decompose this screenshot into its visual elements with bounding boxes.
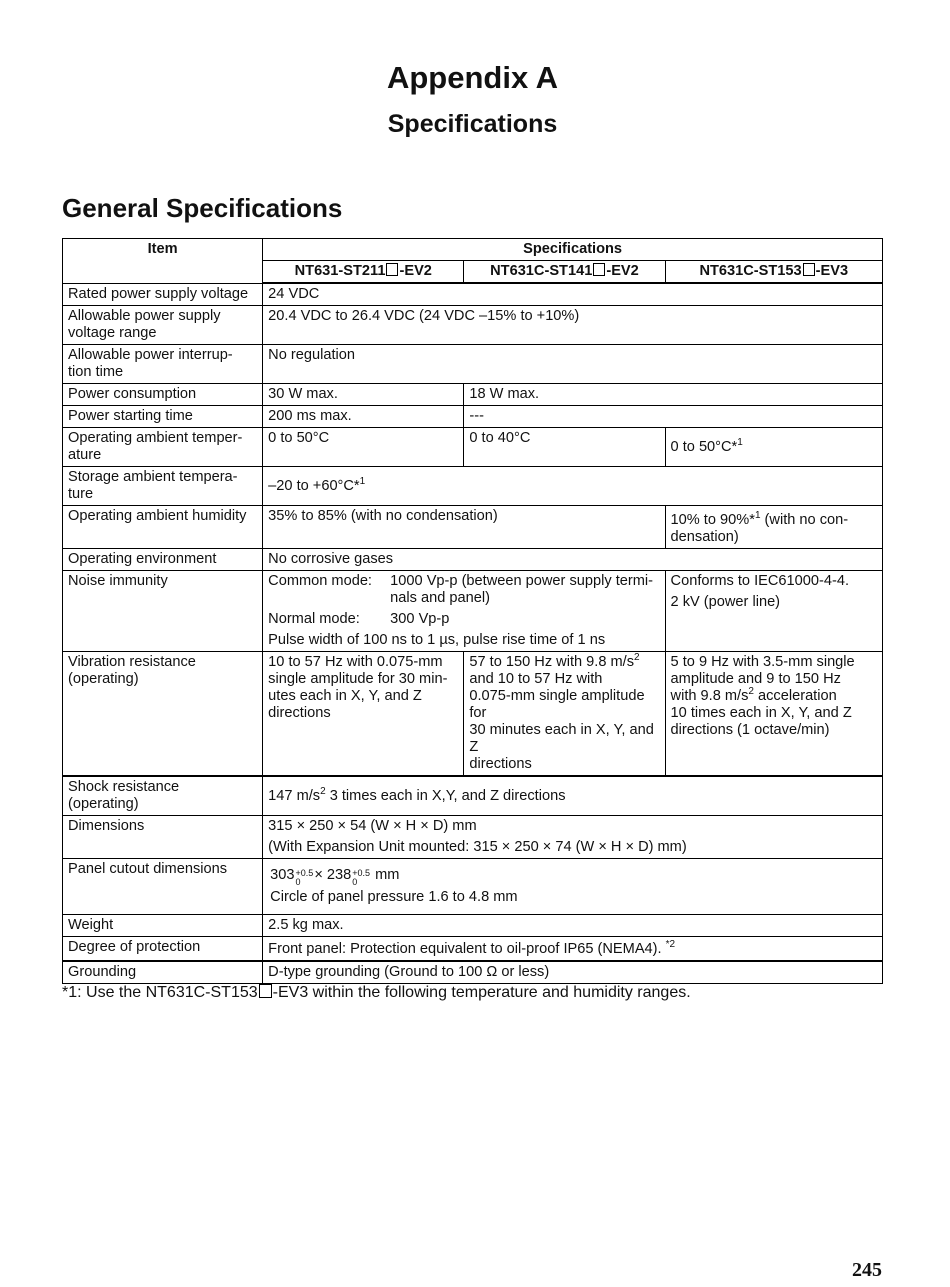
table-row bbox=[63, 283, 883, 306]
general-specifications-table bbox=[62, 238, 883, 984]
model-header-1: NT631-ST211 -EV2 bbox=[263, 261, 464, 284]
row-value: 2.5 kg max. bbox=[263, 915, 883, 937]
row-label: Allowable power supply voltage range bbox=[63, 306, 263, 345]
table-row bbox=[63, 859, 883, 915]
table-row bbox=[63, 406, 883, 428]
row-label: Grounding bbox=[63, 961, 263, 984]
model-header-2: NT631C-ST141 -EV2 bbox=[464, 261, 665, 284]
table-row bbox=[63, 345, 883, 384]
row-label: Power consumption bbox=[63, 384, 263, 406]
placeholder-box-icon bbox=[803, 263, 815, 276]
row-value: 0 to 50°C bbox=[263, 428, 464, 467]
row-label: Power starting time bbox=[63, 406, 263, 428]
row-value: 0 to 40°C bbox=[464, 428, 665, 467]
table-row bbox=[63, 384, 883, 406]
table-row bbox=[63, 652, 883, 777]
row-label: Shock resistance (operating) bbox=[63, 776, 263, 816]
table-row bbox=[63, 915, 883, 937]
row-value: 10 to 57 Hz with 0.075-mm single amplitude for 30 min- utes each in X, Y, and Z directions bbox=[263, 652, 464, 777]
row-label: Vibration resistance (operating) bbox=[63, 652, 263, 777]
row-label: Dimensions bbox=[63, 816, 263, 859]
table-row bbox=[63, 306, 883, 345]
row-value: 0 to 50°C*$^1$ bbox=[665, 428, 882, 467]
row-label: Operating environment bbox=[63, 549, 263, 571]
row-label: Panel cutout dimensions bbox=[63, 859, 263, 915]
table-row bbox=[63, 549, 883, 571]
row-label: Weight bbox=[63, 915, 263, 937]
row-value: D-type grounding (Ground to 100 Ω or less) bbox=[263, 961, 883, 984]
row-value: 30 W max. bbox=[263, 384, 464, 406]
footnote: *1: Use the NT631C-ST153 -EV3 within the following temperature and humidity ranges. bbox=[62, 984, 691, 1001]
row-label: Rated power supply voltage bbox=[63, 283, 263, 306]
placeholder-box-icon bbox=[593, 263, 605, 276]
table-row bbox=[63, 776, 883, 816]
table-row bbox=[63, 467, 883, 506]
row-value: 35% to 85% (with no condensation) bbox=[263, 506, 665, 549]
section-heading: General Specifications bbox=[62, 193, 343, 223]
row-value: –20 to +60°C*$^1$ bbox=[263, 467, 883, 506]
row-value: Front panel: Protection equivalent to oil-proof IP65 (NEMA4). $^{*2}$ bbox=[263, 937, 883, 962]
row-value: 57 to 150 Hz with 9.8 $m/s^2$ and 10 to 57 Hz with 0.075-mm single amplitude for 30 minutes each in X, Y, and Z directions bbox=[464, 652, 665, 777]
row-label: Operating ambient temper- ature bbox=[63, 428, 263, 467]
row-value: Common mode: 1000 Vp-p (between power supply termi- nals and panel) Normal mode: 300 Vp-p Pulse width of 100 ns to 1 µs, pulse rise time of 1 ns bbox=[263, 571, 665, 652]
page-number: 245 bbox=[852, 1259, 882, 1281]
table-row bbox=[63, 571, 883, 652]
row-value: 303 +0.5 0 × 238 +0.5 0 mm Circle of panel pressure 1.6 to 4.8 mm bbox=[263, 859, 883, 915]
table-row bbox=[63, 506, 883, 549]
table-row bbox=[63, 961, 883, 984]
placeholder-box-icon bbox=[259, 984, 272, 998]
row-value: Conforms to IEC61000-4-4. 2 kV (power line) bbox=[665, 571, 882, 652]
item-header: Item bbox=[63, 239, 263, 284]
model-header-3: NT631C-ST153 -EV3 bbox=[665, 261, 882, 284]
row-label: Noise immunity bbox=[63, 571, 263, 652]
table-row bbox=[63, 937, 883, 962]
row-value: 10% to 90%*$^1$ (with no con- densation) bbox=[665, 506, 882, 549]
row-value: 200 ms max. bbox=[263, 406, 464, 428]
table-row bbox=[63, 816, 883, 859]
row-value: No regulation bbox=[263, 345, 883, 384]
row-value: 24 VDC bbox=[263, 283, 883, 306]
row-value: 5 to 9 Hz with 3.5-mm single amplitude and 9 to 150 Hz with 9.8 $m/s^2$ acceleration 10 times each in X, Y, and Z directions (1 octave/min) bbox=[665, 652, 882, 777]
row-label: Allowable power interrup- tion time bbox=[63, 345, 263, 384]
specifications-header: Specifications bbox=[263, 239, 883, 261]
table-row bbox=[63, 428, 883, 467]
row-value: 20.4 VDC to 26.4 VDC (24 VDC –15% to +10%) bbox=[263, 306, 883, 345]
placeholder-box-icon bbox=[386, 263, 398, 276]
appendix-subtitle: Specifications bbox=[387, 110, 558, 138]
appendix-title: Appendix A bbox=[386, 60, 559, 95]
row-value: 18 W max. bbox=[464, 384, 883, 406]
row-value: No corrosive gases bbox=[263, 549, 883, 571]
row-label: Operating ambient humidity bbox=[63, 506, 263, 549]
row-label: Storage ambient tempera- ture bbox=[63, 467, 263, 506]
row-value: 315 × 250 × 54 (W × H × D) mm (With Expansion Unit mounted: 315 × 250 × 74 (W × H × D) mm) bbox=[263, 816, 883, 859]
row-label: Degree of protection bbox=[63, 937, 263, 962]
row-value: --- bbox=[464, 406, 883, 428]
row-value: 147 $m/s^2$ 3 times each in X,Y, and Z directions bbox=[263, 776, 883, 816]
